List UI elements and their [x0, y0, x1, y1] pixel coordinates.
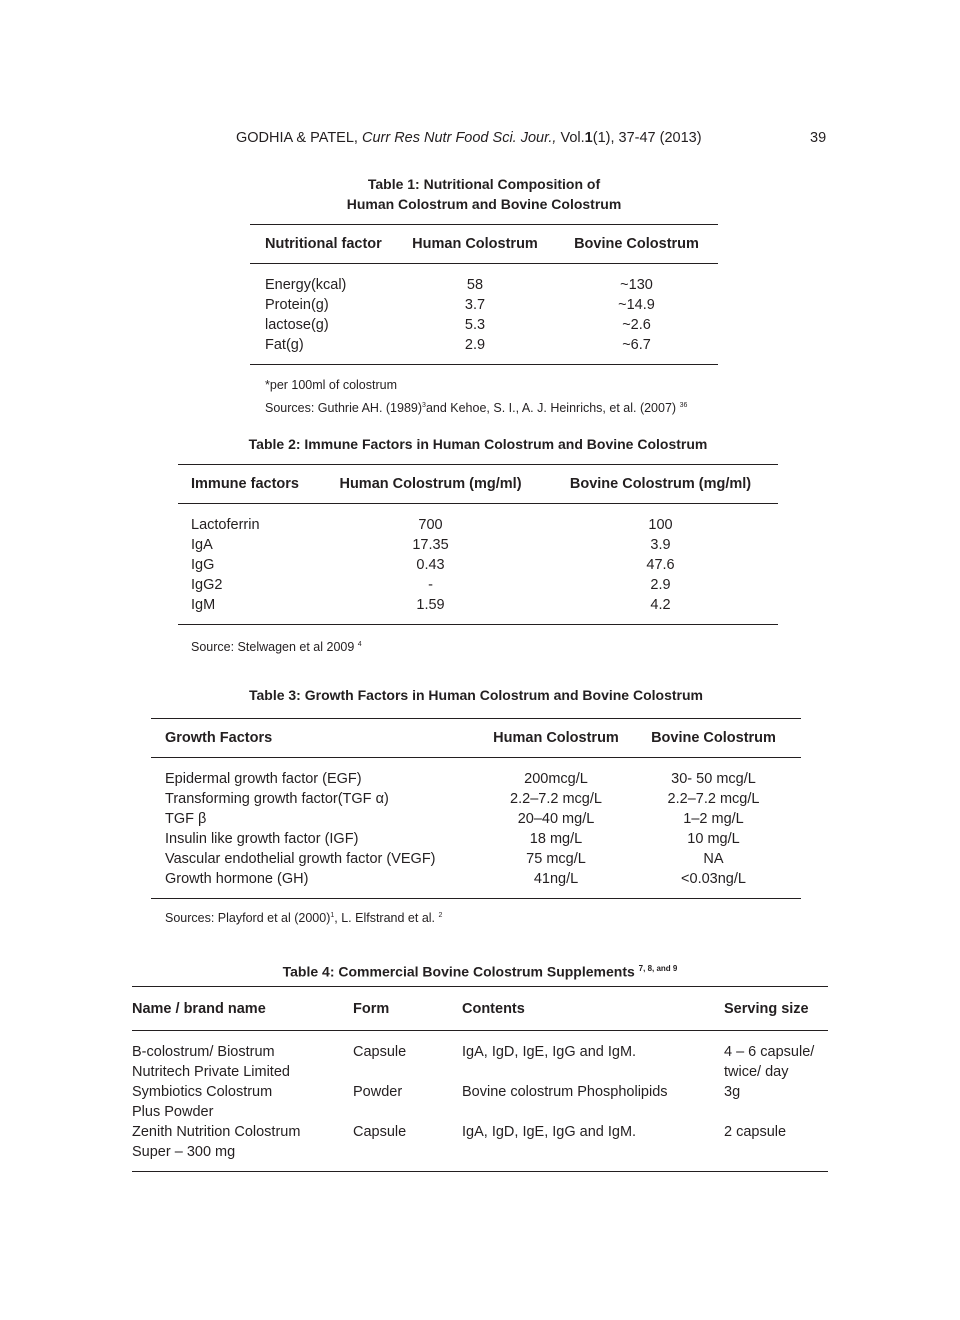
table-row [151, 809, 801, 829]
brand-name-line: Super – 300 mg [132, 1144, 236, 1160]
header-vol-rest: (1), 37-47 (2013) [592, 130, 702, 146]
table1-note: *per 100ml of colostrum [265, 378, 398, 392]
table2-source-ref: 4 [357, 641, 362, 648]
table-cell: 18 mg/L [529, 831, 583, 847]
table2 [178, 464, 778, 625]
table4-col-header: Name / brand name [132, 987, 353, 1031]
table-cell: 2.9 [395, 335, 555, 365]
table-row [151, 849, 801, 869]
serving-line: 2 capsule [724, 1124, 787, 1140]
table-cell: Transforming growth factor(TGF α) [165, 791, 389, 807]
table-row [178, 575, 778, 595]
table1-col-header: Nutritional factor [250, 225, 395, 264]
table-cell: Capsule [353, 1044, 407, 1060]
table-cell: Epidermal growth factor (EGF) [165, 771, 362, 787]
table-cell: Insulin like growth factor (IGF) [165, 831, 359, 847]
table-cell: 41ng/L [486, 869, 626, 899]
table-row [250, 295, 718, 315]
table3 [151, 718, 801, 899]
page-number: 39 [810, 130, 827, 146]
table-cell: NA [703, 851, 724, 867]
table2-header-row [178, 465, 778, 504]
table-cell: ~14.9 [618, 297, 655, 313]
table3-sources [165, 906, 442, 928]
serving-line: 4 – 6 capsule/ [724, 1044, 815, 1060]
table-cell [724, 1031, 828, 1083]
table4-col-header: Form [353, 987, 462, 1031]
table-cell: 58 [466, 277, 484, 293]
table-cell: Protein(g) [265, 297, 329, 313]
table-cell: TGF β [165, 811, 207, 827]
table3-col-header: Growth Factors [151, 719, 486, 758]
table4-caption-refs: 7, 8, and 9 [638, 964, 678, 973]
table-cell: 5.3 [464, 317, 486, 333]
table-row [132, 1031, 828, 1083]
table-cell [132, 1031, 353, 1083]
table-row [178, 504, 778, 536]
table1-sources-ref: 3 [422, 402, 426, 409]
table-row [178, 555, 778, 575]
table-cell: 30- 50 mcg/L [671, 771, 756, 787]
header-vol-num: 1 [584, 130, 593, 146]
serving-line: 3g [724, 1084, 741, 1100]
table-cell: ~6.7 [555, 335, 718, 365]
table2-caption: Table 2: Immune Factors in Human Colostrum and Bovine Colostrum [248, 436, 708, 452]
table-cell: 10 mg/L [687, 831, 740, 847]
table-cell: IgA, IgD, IgE, IgG and IgM. [462, 1044, 637, 1060]
table1-col-header: Human Colostrum [395, 225, 555, 264]
table-row [250, 335, 718, 365]
table4-col-header: Contents [462, 987, 724, 1031]
table-cell: 700 [418, 517, 443, 533]
table3-header-row [151, 719, 801, 758]
table-cell: Bovine colostrum Phospholipids [462, 1084, 668, 1100]
table-cell: IgM [178, 595, 318, 625]
table-cell: 2.2–7.2 mcg/L [510, 791, 602, 807]
table4-header-row [132, 987, 828, 1031]
serving-line: twice/ day [724, 1064, 789, 1080]
table-cell: 3.7 [464, 297, 486, 313]
table-cell: 0.43 [416, 557, 445, 573]
table4-col-header: Serving size [724, 987, 828, 1031]
table-cell: - [428, 577, 433, 593]
table-row [132, 1122, 828, 1172]
table-cell: 2.2–7.2 mcg/L [667, 791, 760, 807]
table-cell: 200mcg/L [524, 771, 588, 787]
table-cell: ~130 [620, 277, 653, 293]
table-cell: lactose(g) [265, 317, 329, 333]
table3-sources-text: , L. Elfstrand et al. [334, 911, 436, 926]
table-cell: <0.03ng/L [626, 869, 801, 899]
table-row [151, 829, 801, 849]
table-cell: 75 mcg/L [526, 851, 586, 867]
table-row [250, 264, 718, 296]
table-cell: 4.2 [543, 595, 778, 625]
table-cell: 2.9 [650, 577, 671, 593]
table-cell: ~2.6 [622, 317, 651, 333]
table-cell: Growth hormone (GH) [151, 869, 486, 899]
table3-col-header: Human Colostrum [486, 719, 626, 758]
brand-name-line: Symbiotics Colostrum [132, 1084, 273, 1100]
table1 [250, 224, 718, 365]
table1-sources-text: Sources: Guthrie AH. (1989) [265, 401, 423, 416]
table-row [132, 1082, 828, 1122]
table-cell [132, 1122, 353, 1172]
table3-sources-ref: 2 [438, 912, 443, 919]
table-cell: 47.6 [646, 557, 675, 573]
table-cell: 1–2 mg/L [683, 811, 744, 827]
table-row [151, 789, 801, 809]
table3-col-header: Bovine Colostrum [626, 719, 801, 758]
table-cell [132, 1082, 353, 1122]
table2-col-header: Human Colostrum (mg/ml) [318, 465, 543, 504]
brand-name-line: B-colostrum/ Biostrum [132, 1044, 275, 1060]
table4-caption [132, 959, 828, 982]
table-cell: 20–40 mg/L [517, 811, 595, 827]
table-row [178, 595, 778, 625]
table2-col-header: Bovine Colostrum (mg/ml) [543, 465, 778, 504]
table-cell: 1.59 [318, 595, 543, 625]
header-vol-prefix: Vol. [560, 130, 585, 146]
table-cell: IgG [191, 557, 215, 573]
table1-header-row [250, 225, 718, 264]
table4 [132, 986, 828, 1172]
running-header [236, 130, 702, 146]
table-row [178, 535, 778, 555]
table-row [151, 869, 801, 899]
brand-name-line: Zenith Nutrition Colostrum [132, 1124, 301, 1140]
table-row [151, 758, 801, 790]
table-cell: IgA [191, 537, 213, 553]
table-cell: Lactoferrin [191, 517, 260, 533]
table2-source-text: Source: Stelwagen et al 2009 [191, 640, 355, 655]
table-cell: 100 [648, 517, 673, 533]
table-cell: Fat(g) [250, 335, 395, 365]
table-row [250, 315, 718, 335]
table1-sources [265, 396, 687, 418]
table3-sources-text: Sources: Playford et al (2000) [165, 911, 331, 926]
table4-caption-text: Table 4: Commercial Bovine Colostrum Supplements [282, 963, 635, 980]
table-cell: 3.9 [650, 537, 671, 553]
table-cell [724, 1122, 828, 1172]
table-cell: Capsule [353, 1122, 462, 1172]
table-cell: IgG2 [191, 577, 223, 593]
table1-sources-text: and Kehoe, S. I., A. J. Heinrichs, et al. (2007) [425, 401, 677, 416]
table1-caption-line1: Table 1: Nutritional Composition of [367, 176, 601, 192]
brand-name-line: Plus Powder [132, 1104, 214, 1120]
table1-col-header: Bovine Colostrum [555, 225, 718, 264]
table1-caption-line2: Human Colostrum and Bovine Colostrum [346, 196, 622, 212]
table-cell: 17.35 [412, 537, 449, 553]
table3-caption: Table 3: Growth Factors in Human Colostrum and Bovine Colostrum [248, 687, 703, 703]
table2-source [191, 635, 362, 657]
table3-sources-ref: 1 [330, 912, 335, 919]
table-cell [724, 1082, 828, 1122]
table1-caption [250, 174, 718, 214]
header-journal: Curr Res Nutr Food Sci. Jour., [361, 130, 557, 146]
table2-col-header: Immune factors [178, 465, 318, 504]
table-cell: Energy(kcal) [265, 277, 347, 293]
table-cell: Vascular endothelial growth factor (VEGF) [165, 851, 436, 867]
table-cell: IgA, IgD, IgE, IgG and IgM. [462, 1122, 724, 1172]
header-authors: GODHIA & PATEL, [236, 130, 358, 146]
brand-name-line: Nutritech Private Limited [132, 1064, 290, 1080]
table1-sources-ref: 36 [679, 402, 688, 409]
table-cell: Powder [353, 1084, 403, 1100]
